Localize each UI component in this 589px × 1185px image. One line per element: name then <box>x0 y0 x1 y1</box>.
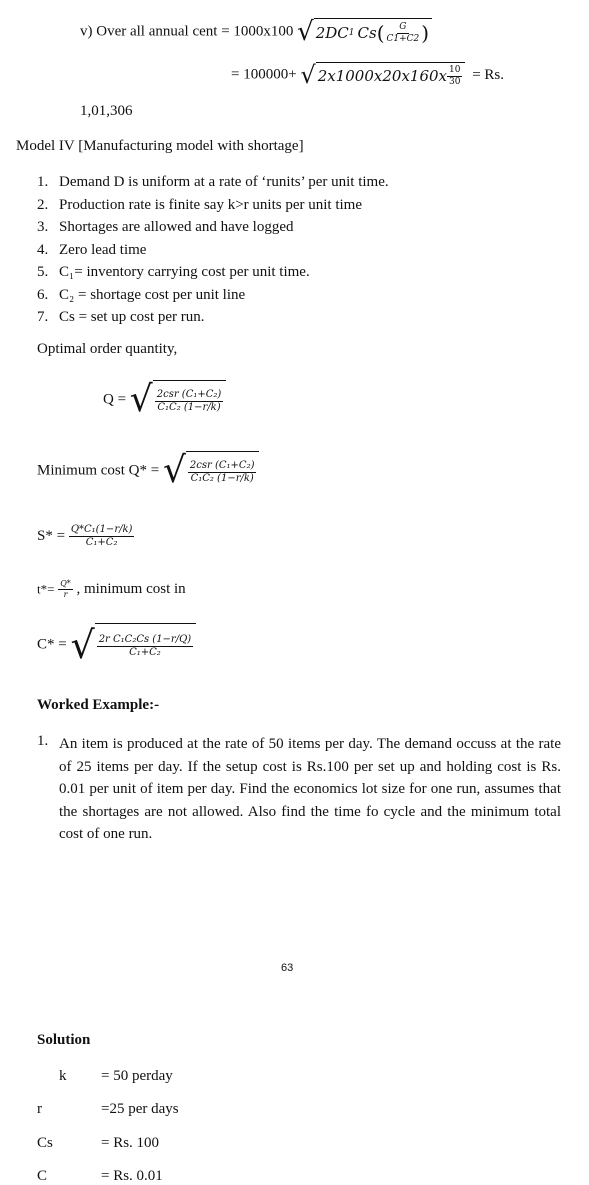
overall-cost-result: 1,01,306 <box>80 103 133 119</box>
radical-sign-icon: √ <box>70 623 95 667</box>
example-text: An item is produced at the rate of 50 items per day. The demand occuss at the rate of 25 items per day. If the setup cost is Rs.100 per set up and holding cost is Rs. 0.01 per unit of item per day. Find the economics lot size for one run, assumes that the shortages are not allowed. Also find the time fo cycle and the minimum total cost of one run. <box>59 736 561 842</box>
overall-cost-label: v) Over all annual cent = 1000x100 <box>80 23 294 40</box>
list-item: 4. Zero lead time <box>37 241 147 258</box>
radical-sign-icon: √ <box>162 450 186 491</box>
solution-heading: Solution <box>37 1032 91 1048</box>
worked-example-heading: Worked Example:- <box>37 697 160 713</box>
overall-cost-line-2 <box>231 62 504 88</box>
solution-row-c-label: C <box>37 1168 48 1184</box>
list-item: 7. Cs = set up cost per run. <box>37 309 205 325</box>
line2-prefix: = 100000+ <box>231 66 297 83</box>
min-cost-formula: Minimum cost Q* = √ $\frac{\text{2csr (C₁+C₂)}}{\text{C₁C₂ (1−r/k)}}$ <box>37 451 259 491</box>
page-number: 63 <box>281 962 294 974</box>
c-star-formula: C* = √ $\frac{\text{2r C₁C₂Cs (1−r/Q)}}{\text{C₁+C₂}}$ <box>37 623 196 667</box>
overall-cost-sqrt: √ 2DC 1 Cs ( $\frac{G}{C1+C2}$ ) <box>297 18 432 46</box>
line2-suffix: = Rs. <box>472 66 505 83</box>
list-item: 3. Shortages are allowed and have logged <box>37 219 294 235</box>
t-star-formula: t*= $\frac{Q*}{r}$ , minimum cost in <box>37 579 186 599</box>
s-star-formula: S* = $\frac{\text{Q*C₁(1−r/k)}}{\text{C₁+C₂}}$ <box>37 524 133 548</box>
assumption-list <box>37 174 389 332</box>
solution-row-r-label: r <box>37 1101 42 1117</box>
solution-row-cs-value: = Rs. 100 <box>101 1135 160 1151</box>
solution-row-k-value: = 50 perday <box>101 1068 173 1084</box>
radical-sign-icon: √ <box>297 17 314 47</box>
overall-cost-line <box>80 18 432 46</box>
solution-row-r-value: =25 per days <box>101 1101 179 1117</box>
list-item: 5. C₁= inventory carrying cost per unit time. <box>37 264 310 280</box>
list-item: 6. C₂ = shortage cost per unit line <box>37 286 246 303</box>
model-heading: Model IV [Manufacturing model with shortage] <box>16 138 304 154</box>
example-number: 1. <box>37 733 49 749</box>
radical-sign-icon: √ <box>300 61 316 89</box>
q-formula: Q = √ $\frac{\text{2csr (C₁+C₂)}}{\text{C₁C₂ (1−r/k)}}$ <box>103 380 226 420</box>
optimal-order-label: Optimal order quantity, <box>37 341 178 357</box>
line2-sqrt: √ 2x1000x20x160x $\frac{10}{30}$ <box>300 62 465 88</box>
list-item: 2. Production rate is finite say k>r units per unit time <box>37 196 362 213</box>
list-item: 1. Demand D is uniform at a rate of ‘runits’ per unit time. <box>37 174 389 190</box>
radical-sign-icon: √ <box>129 379 153 420</box>
solution-row-k-label: k <box>59 1068 67 1084</box>
solution-row-c-value: = Rs. 0.01 <box>101 1168 163 1184</box>
solution-row-cs-label: Cs <box>37 1135 53 1151</box>
